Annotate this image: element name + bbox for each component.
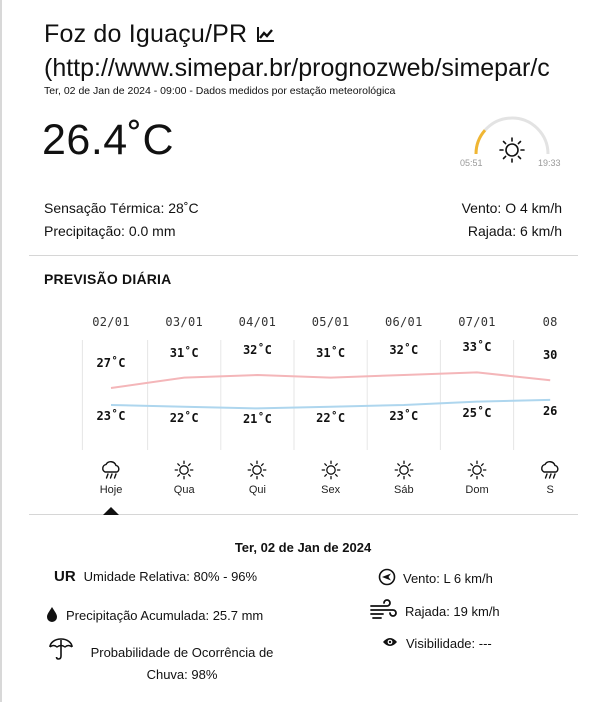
max-temp-label: 32˚C <box>242 343 272 357</box>
daily-forecast-chart <box>29 300 558 520</box>
sun-icon <box>500 138 524 162</box>
wind-now: Vento: O 4 km/h <box>461 200 562 216</box>
forecast-date: 05/01 <box>311 315 350 329</box>
daily-forecast-title: PREVISÃO DIÁRIA <box>44 271 172 287</box>
condition-label: Sex <box>321 484 341 496</box>
wind-detail-row <box>378 568 493 589</box>
condition-label: Dom <box>465 484 489 496</box>
measured-info: Ter, 02 de Jan de 2024 - 09:00 - Dados medidos por estação meteorológica <box>44 85 396 97</box>
eye-icon <box>382 636 398 651</box>
rain-icon[interactable] <box>539 460 561 485</box>
forecast-date: 06/01 <box>384 315 423 329</box>
wind-detail-value: Vento: L 6 km/h <box>403 571 493 586</box>
precip-acc-row <box>46 606 263 625</box>
min-temp-label: 26 <box>542 403 558 418</box>
max-temp-label: 31˚C <box>169 345 199 360</box>
source-link[interactable]: (http://www.simepar.br/prognozweb/simepar/c <box>44 54 550 82</box>
current-temperature: 26.4˚C <box>42 116 175 164</box>
condition-label: S <box>546 484 554 496</box>
min-temp-label: 22˚C <box>169 410 199 425</box>
detail-date: Ter, 02 de Jan de 2024 <box>234 540 372 555</box>
condition-label: Qui <box>248 484 266 496</box>
precip-acc-value: Precipitação Acumulada: 25.7 mm <box>66 608 264 623</box>
forecast-date: 07/01 <box>458 315 496 329</box>
visibility-row <box>382 636 492 651</box>
sun-icon[interactable] <box>467 460 487 485</box>
precipitation: Precipitação: 0.0 mm <box>44 223 176 239</box>
sun-gauge <box>458 112 566 174</box>
sun-icon[interactable] <box>394 460 414 485</box>
city-name: Foz do Iguaçu/PR <box>44 20 248 48</box>
min-temp-label: 25˚C <box>462 405 492 420</box>
wind-gust-icon <box>369 600 397 623</box>
divider-top <box>29 255 578 256</box>
sun-arc-progress <box>476 130 485 154</box>
rain-icon[interactable] <box>100 460 122 485</box>
sun-arc-track <box>476 118 548 154</box>
forecast-date: 03/01 <box>165 315 203 329</box>
left-border <box>0 0 2 702</box>
max-temp-label: 31˚C <box>316 345 346 360</box>
forecast-date: 04/01 <box>238 315 277 329</box>
max-temp-label: 33˚C <box>462 340 492 355</box>
min-temp-label: 23˚C <box>96 409 126 423</box>
min-temp-label: 23˚C <box>389 409 419 423</box>
gust-detail-row <box>369 600 500 623</box>
condition-label: Hoje <box>99 484 123 496</box>
condition-label: Qua <box>173 484 195 496</box>
humidity-abbr: UR <box>54 568 76 585</box>
visibility-value: Visibilidade: --- <box>406 636 492 651</box>
gust-detail-value: Rajada: 19 km/h <box>405 604 500 619</box>
condition-label: Sáb <box>394 484 414 496</box>
chart-trend-icon[interactable] <box>256 19 276 51</box>
prob-rain: Probabilidade de Ocorrência de Chuva: 98% <box>90 645 274 682</box>
umbrella-icon <box>48 637 74 666</box>
gust-now: Rajada: 6 km/h <box>467 223 562 239</box>
min-temp-label: 22˚C <box>316 410 346 425</box>
max-temp-label: 27˚C <box>96 356 126 370</box>
city-title <box>44 18 276 51</box>
selected-day-marker <box>103 507 119 516</box>
sun-icon[interactable] <box>174 460 194 485</box>
feels-like: Sensação Térmica: 28˚C <box>44 200 199 216</box>
sun-icon[interactable] <box>321 460 341 485</box>
max-temp-label: 30 <box>542 348 558 363</box>
sunset-time: 19:33 <box>538 158 561 168</box>
drop-icon <box>46 606 58 625</box>
humidity-row <box>54 568 257 585</box>
compass-icon <box>378 568 396 589</box>
sun-icon[interactable] <box>247 460 267 485</box>
forecast-date: 02/01 <box>92 315 130 329</box>
sunrise-time: 05:51 <box>460 158 483 168</box>
humidity-value: Umidade Relativa: 80% - 96% <box>83 569 258 584</box>
max-temp-line <box>111 372 550 388</box>
max-temp-label: 32˚C <box>389 343 419 357</box>
forecast-date: 08 <box>542 315 558 329</box>
min-temp-label: 21˚C <box>242 412 272 427</box>
